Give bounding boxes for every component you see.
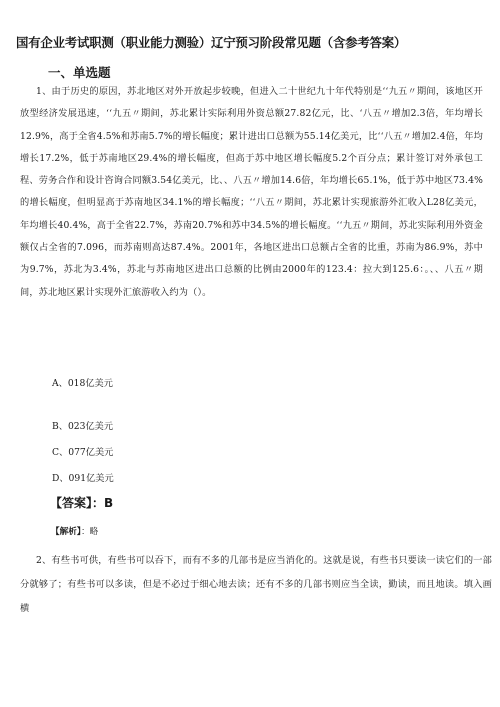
option-d: D、091亿美元 (52, 473, 114, 484)
question-1-text (20, 81, 483, 304)
option-a: A、018亿美元 (52, 378, 113, 389)
question-1-body: 1、由于历史的原因，苏北地区对外开放起步较晚，但进入二十世纪九十年代特别是‘‘九五〃期间，该地区开放型经济发展迅速，‘‘九五〃期间，苏北累计实际利用外资总额27.82亿元，比、‘八五〃增加2.3倍，年均增长12.9%，高于全省4.5%和苏南5.7%的增长幅度；累计进出口总额为55.14亿美元，比‘‘八五〃增加2.4倍，年均增长17.2%，低于苏南地区29.4%的增长幅度，但高于苏中地区增长幅度5.2个百分点；累计签订对外承包工程、劳务合作和设计咨询合同额3.54亿美元，比、、八五〃增加14.6倍，年均增长65.1%，低于苏中地区73.4%的增长幅度，但明显高于苏南地区34.1%的增长幅度；‘‘八五〃期间，苏北累计实现旅游外汇收入L28亿美元，年均增长40.4%，高于全省22.7%，苏南20.7%和苏中34.5%的增长幅度。‘‘九五〃期间，苏北实际利用外资金额仅占全省的7.096，而苏南则高达87.4%。2001年，各地区进出口总额占全省的比重，苏南为86.9%，苏中为9.7%，苏北为3.4%，苏北与苏南地区进出口总额的比例由2000年的123.4：拉大到125.6：。、、八五〃期间，苏北地区累计实现外汇旅游收入约为（）。 (20, 86, 483, 298)
analysis-line (51, 525, 98, 537)
option-c: C、077亿美元 (52, 447, 114, 458)
analysis-label: 【解析】 (51, 527, 82, 537)
answer-line: 【答案】：B (50, 496, 114, 510)
analysis-text: ：略 (81, 527, 99, 537)
question-2-body: 2、有些书可供，有些书可以吞下，而有不多的几部书是应当消化的。这就是说，有些书只要读一读它们的一部分就够了；有些书可以多读，但是不必过于细心地去读；还有不多的几部书则应当全读，勤读，而且地读。填入画横 (20, 555, 492, 614)
option-b: B、023亿美元 (52, 421, 114, 432)
section-heading: 一、单选题 (48, 65, 111, 80)
document-title: 国有企业考试职测（职业能力测验）辽宁预习阶段常见题（含参考答案） (16, 35, 407, 50)
question-2-text (20, 549, 492, 621)
